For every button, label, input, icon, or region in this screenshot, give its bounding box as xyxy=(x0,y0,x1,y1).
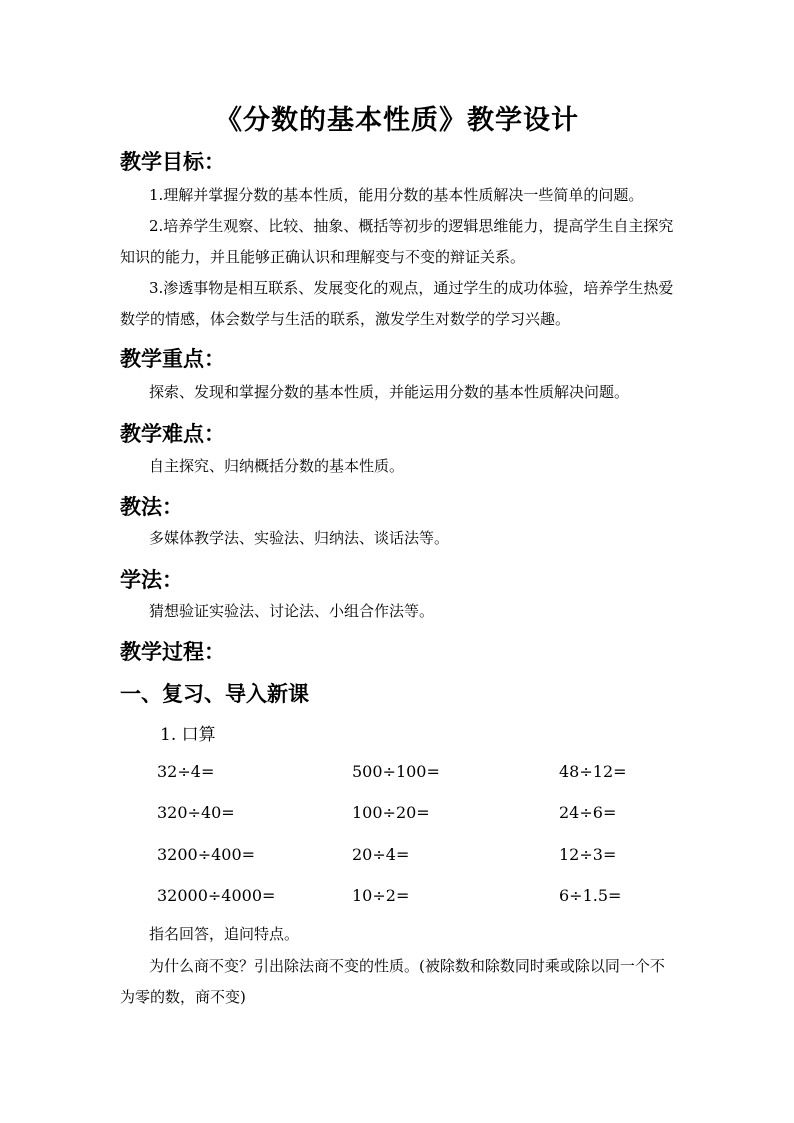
document-title: 《分数的基本性质》教学设计 xyxy=(215,105,579,136)
objective-item-1: 1.理解并掌握分数的基本性质，能用分数的基本性质解决一些简单的问题。 xyxy=(149,186,644,204)
calc-cell: 320÷40= xyxy=(157,803,235,822)
teaching-method-heading: 教法： xyxy=(120,494,183,519)
objectives-heading: 教学目标： xyxy=(120,149,225,174)
objective-item-2: 2.培养学生观察、比较、抽象、概括等初步的逻辑思维能力，提高学生自主探究知识的能力，并且能够正确认识和理解变与不变的辩证关系。 xyxy=(120,217,674,266)
note-answer: 指名回答，追问特点。 xyxy=(149,925,300,943)
learning-method-text: 猜想验证实验法、讨论法、小组合作法等。 xyxy=(149,602,435,620)
calc-cell: 12÷3= xyxy=(559,845,617,864)
calc-cell: 100÷20= xyxy=(352,803,430,822)
calc-cell: 500÷100= xyxy=(352,762,440,781)
note-quotient-property: 为什么商不变？引出除法商不变的性质。(被除数和除数同时乘或除以同一个不为零的数，商不变) xyxy=(120,957,665,1006)
learning-method-heading: 学法： xyxy=(120,567,183,592)
process-heading: 教学过程： xyxy=(120,639,225,664)
calc-cell: 20÷4= xyxy=(352,845,410,864)
difficulty-text: 自主探究、归纳概括分数的基本性质。 xyxy=(149,457,405,475)
key-point-text: 探索、发现和掌握分数的基本性质，并能运用分数的基本性质解决问题。 xyxy=(149,383,630,401)
calc-cell: 48÷12= xyxy=(559,762,627,781)
section1-heading: 一、复习、导入新课 xyxy=(120,681,309,706)
teaching-method-text: 多媒体教学法、实验法、归纳法、谈话法等。 xyxy=(149,529,450,547)
calc-cell: 3200÷400= xyxy=(157,845,256,864)
calc-cell: 10÷2= xyxy=(352,886,410,905)
calc-cell: 32÷4= xyxy=(157,762,215,781)
oral-calc-label: 1. 口算 xyxy=(160,725,216,745)
calc-cell: 24÷6= xyxy=(559,803,617,822)
calc-cell: 32000÷4000= xyxy=(157,886,276,905)
objective-item-3: 3.渗透事物是相互联系、发展变化的观点，通过学生的成功体验，培养学生热爱数学的情感，体会数学与生活的联系，激发学生对数学的学习兴趣。 xyxy=(120,279,674,328)
key-point-heading: 教学重点： xyxy=(120,346,225,371)
difficulty-heading: 教学难点： xyxy=(120,421,225,446)
calc-cell: 6÷1.5= xyxy=(559,886,622,905)
